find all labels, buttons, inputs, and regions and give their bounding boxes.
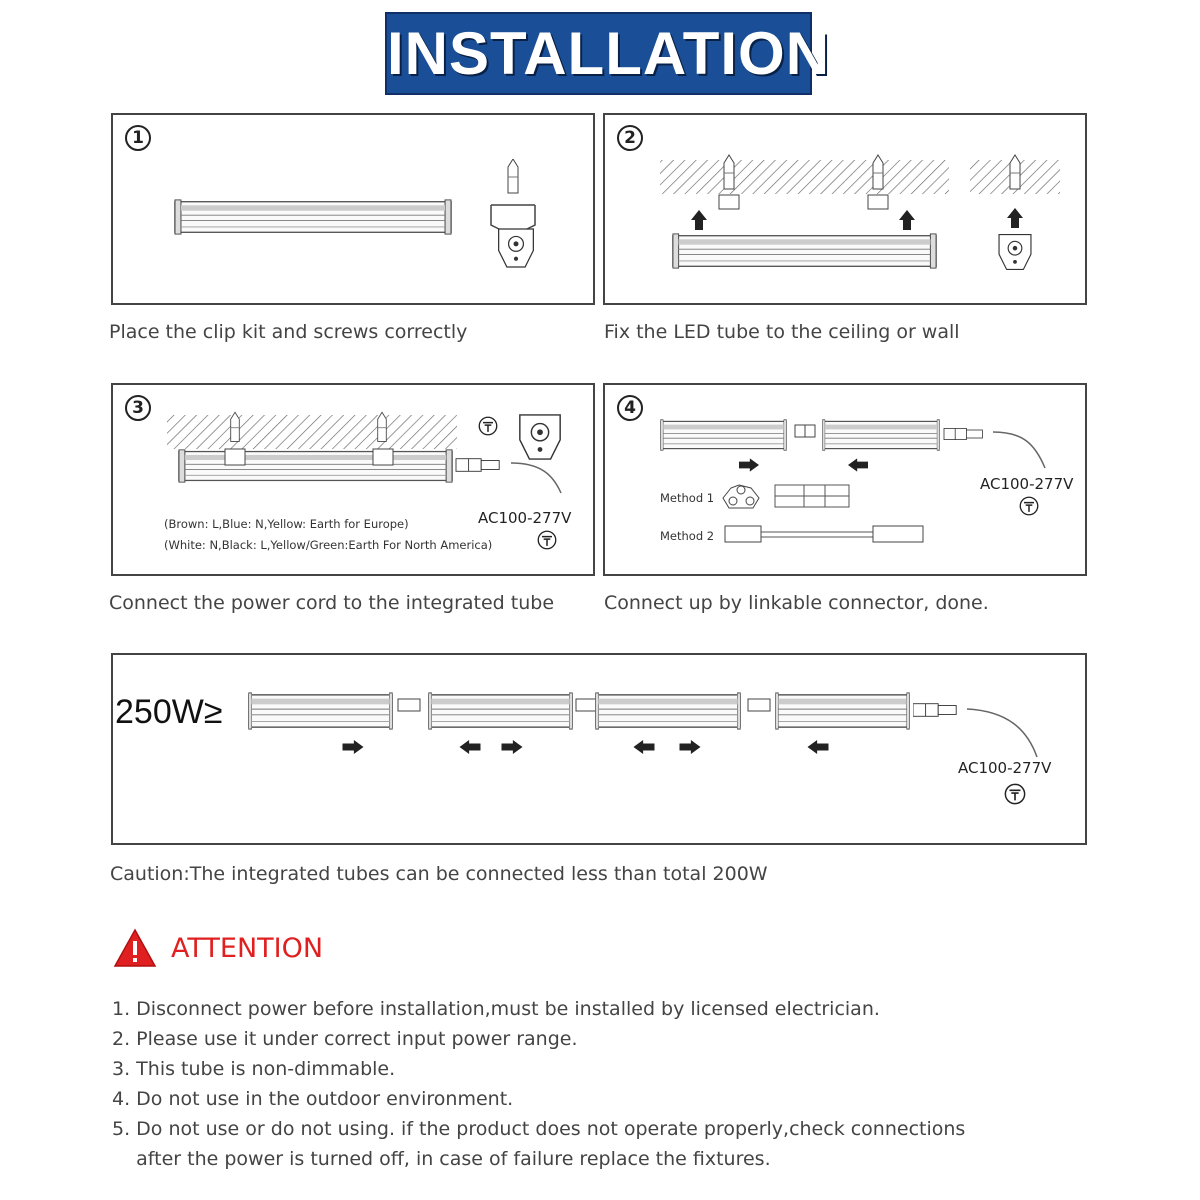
step-number: 1 [125, 125, 151, 151]
arrow-up-icon [691, 210, 707, 230]
earth-icon [538, 531, 556, 549]
method-2-label: Method 2 [660, 529, 715, 543]
step-3-panel [111, 383, 595, 576]
attention-item: 2. Please use it under correct input power range. [112, 1028, 578, 1050]
earth-icon [479, 417, 497, 435]
caution-caption: Caution:The integrated tubes can be connected less than total 200W [110, 863, 768, 885]
arrow-right-icon [739, 458, 759, 471]
attention-item: 1. Disconnect power before installation,must be installed by licensed electrician. [112, 998, 880, 1020]
power-plug-icon [944, 428, 982, 439]
attention-item: 5. Do not use or do not using. if the product does not operate properly,check connections [112, 1118, 966, 1140]
wattage-limit-label: 250W≥ [115, 693, 223, 731]
power-plug-icon [456, 459, 499, 472]
wiring-europe: (Brown: L,Blue: N,Yellow: Earth for Europe) [164, 517, 409, 531]
warning-icon [113, 928, 157, 968]
voltage-label: AC100-277V [980, 475, 1074, 493]
led-tube [660, 420, 786, 450]
arrow-left-icon [808, 740, 829, 754]
led-tube [596, 693, 741, 729]
step-1-illustration [113, 115, 593, 303]
step-3-caption: Connect the power cord to the integrated tube [109, 592, 555, 614]
page-title: INSTALLATION [385, 12, 812, 95]
voltage-label: AC100-277V [958, 759, 1052, 777]
led-tube [673, 234, 936, 268]
arrow-left-icon [634, 740, 655, 754]
voltage-label: AC100-277V [478, 509, 572, 527]
method-1-label: Method 1 [660, 491, 715, 505]
clip-icon [999, 235, 1031, 270]
step-number: 2 [617, 125, 643, 151]
arrow-left-icon [848, 458, 868, 471]
step-2-caption: Fix the LED tube to the ceiling or wall [604, 321, 960, 343]
attention-item: 3. This tube is non-dimmable. [112, 1058, 396, 1080]
step-2-panel [603, 113, 1087, 305]
led-tube [249, 693, 393, 729]
screw-icon [231, 412, 240, 441]
step-4-panel [603, 383, 1087, 576]
screw-icon [1010, 155, 1020, 189]
step-1-caption: Place the clip kit and screws correctly [109, 321, 468, 343]
screw-icon [378, 412, 387, 441]
screw-icon [724, 155, 734, 189]
arrow-up-icon [899, 210, 915, 230]
chain-panel [111, 653, 1087, 845]
earth-icon [1020, 497, 1038, 515]
attention-list [112, 994, 965, 1174]
screw-icon [873, 155, 883, 189]
led-tube [429, 693, 573, 729]
arrow-right-icon [502, 740, 523, 754]
clip-icon [499, 229, 534, 267]
attention-title: ATTENTION [171, 932, 324, 964]
earth-icon [1005, 784, 1024, 803]
led-tube [179, 450, 452, 482]
step-number: 4 [617, 395, 643, 421]
chain-illustration [113, 655, 1085, 843]
attention-heading [113, 928, 323, 968]
step-2-illustration [605, 115, 1085, 303]
arrow-up-icon [1007, 208, 1023, 228]
arrow-right-icon [343, 740, 364, 754]
arrow-left-icon [460, 740, 481, 754]
step-number: 3 [125, 395, 151, 421]
led-tube [175, 200, 451, 234]
step-1-panel [111, 113, 595, 305]
power-plug-icon [913, 704, 956, 717]
led-tube [822, 420, 939, 450]
wiring-north-america: (White: N,Black: L,Yellow/Green:Earth For North America) [164, 538, 493, 552]
step-4-caption: Connect up by linkable connector, done. [604, 592, 989, 614]
arrow-right-icon [680, 740, 701, 754]
clip-icon [520, 415, 560, 459]
attention-item: 4. Do not use in the outdoor environment. [112, 1088, 514, 1110]
attention-item: after the power is turned off, in case of failure replace the fixtures. [112, 1148, 771, 1170]
screw-icon [508, 159, 518, 193]
led-tube [775, 693, 909, 729]
